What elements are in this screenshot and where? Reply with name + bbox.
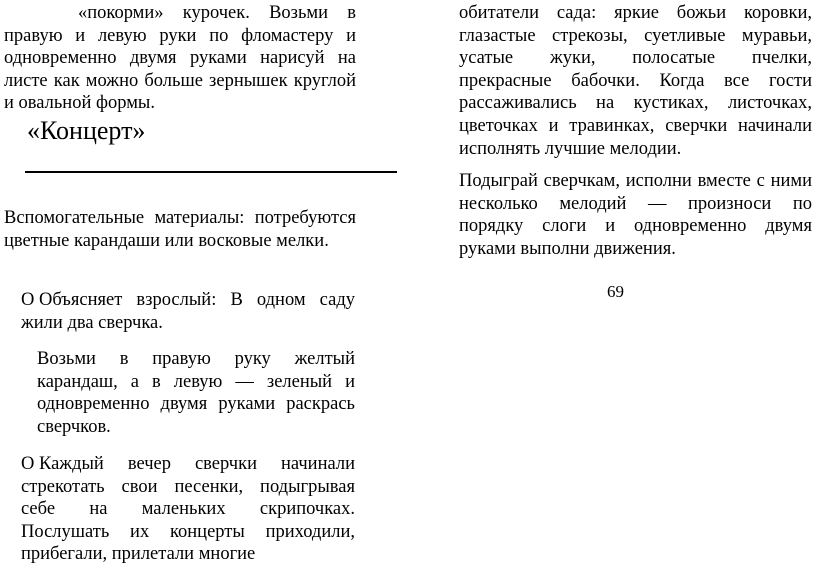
play-along-paragraph: Подыграй сверчкам, исполни вместе с ними несколько мелодий — произноси по порядку слоги и одновременно двумя руками выполни движения. [459, 171, 812, 259]
list-item [21, 453, 355, 566]
materials-paragraph: Вспомогательные материалы: потребуются цветные карандаши или восковые мелки. [4, 208, 356, 251]
list-item-text: Каждый вечер сверчки начинали стрекотать свои песенки, подыгрывая себе на маленьких скрипочках. Послушать их концерты приходили, прибегали, прилетали многие [21, 454, 355, 565]
list-item-text: Объясняет взрослый: В одном саду жили два сверчка. [21, 290, 355, 333]
page-number: 69 [607, 282, 624, 301]
coloring-instruction: Возьми в правую руку желтый карандаш, а в левую — зеленый и одновременно двумя руками раскрась сверчков. [37, 349, 355, 437]
bullet-marker: О [21, 290, 35, 310]
section-heading: «Концерт» [27, 116, 146, 145]
heading-underline [25, 171, 397, 173]
bullet-marker: О [21, 454, 35, 474]
list-item [21, 289, 355, 334]
garden-paragraph: обитатели сада: яркие божьи коровки, глазастые стрекозы, суетливые муравьи, усатые жуки, полосатые пчелки, прекрасные бабочки. Когда все гости рассаживались на кустиках, листочках, цветочках и травинках, сверчки начинали исполнять лучшие мелодии. [459, 3, 812, 159]
intro-paragraph: «покорми» курочек. Возьми в правую и левую руки по фломастеру и одновременно двумя руками нарисуй на листе как можно больше зернышек круглой и овальной формы. [4, 3, 356, 114]
